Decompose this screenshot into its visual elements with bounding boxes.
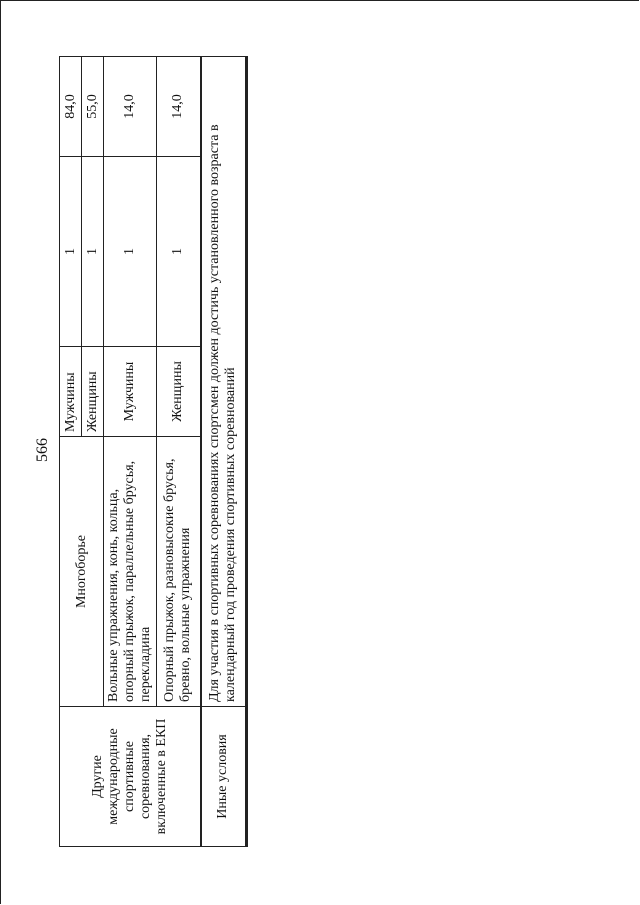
competition-group-cell: Другие международные спортивные соревнования, включенные в ЕКП xyxy=(60,707,201,847)
gender-cell: Мужчины xyxy=(104,347,157,437)
gender-cell: Женщины xyxy=(82,347,104,437)
other-conditions-text: Для участия в спортивных соревнованиях спортсмен должен достичь установленного возраста в календарный год проведения спортивных соревнований xyxy=(201,57,247,707)
page-number: 566 xyxy=(34,438,51,462)
count-cell: 1 xyxy=(157,157,201,347)
discipline-cell: Вольные упражнения, конь, кольца, опорный прыжок, параллельные брусья, перекладина xyxy=(104,437,157,707)
count-cell: 1 xyxy=(104,157,157,347)
age-cell: 55,0 xyxy=(82,57,104,157)
age-cell: 84,0 xyxy=(60,57,82,157)
discipline-cell: Опорный прыжок, разновысокие брусья, бревно, вольные упражнения xyxy=(157,437,201,707)
count-cell: 1 xyxy=(82,157,104,347)
discipline-cell: Многоборье xyxy=(60,437,104,707)
count-cell: 1 xyxy=(60,157,82,347)
gender-cell: Мужчины xyxy=(60,347,82,437)
age-cell: 14,0 xyxy=(157,57,201,157)
gender-cell: Женщины xyxy=(157,347,201,437)
requirements-table xyxy=(59,56,248,847)
other-conditions-label: Иные условия xyxy=(201,707,247,847)
age-cell: 14,0 xyxy=(104,57,157,157)
